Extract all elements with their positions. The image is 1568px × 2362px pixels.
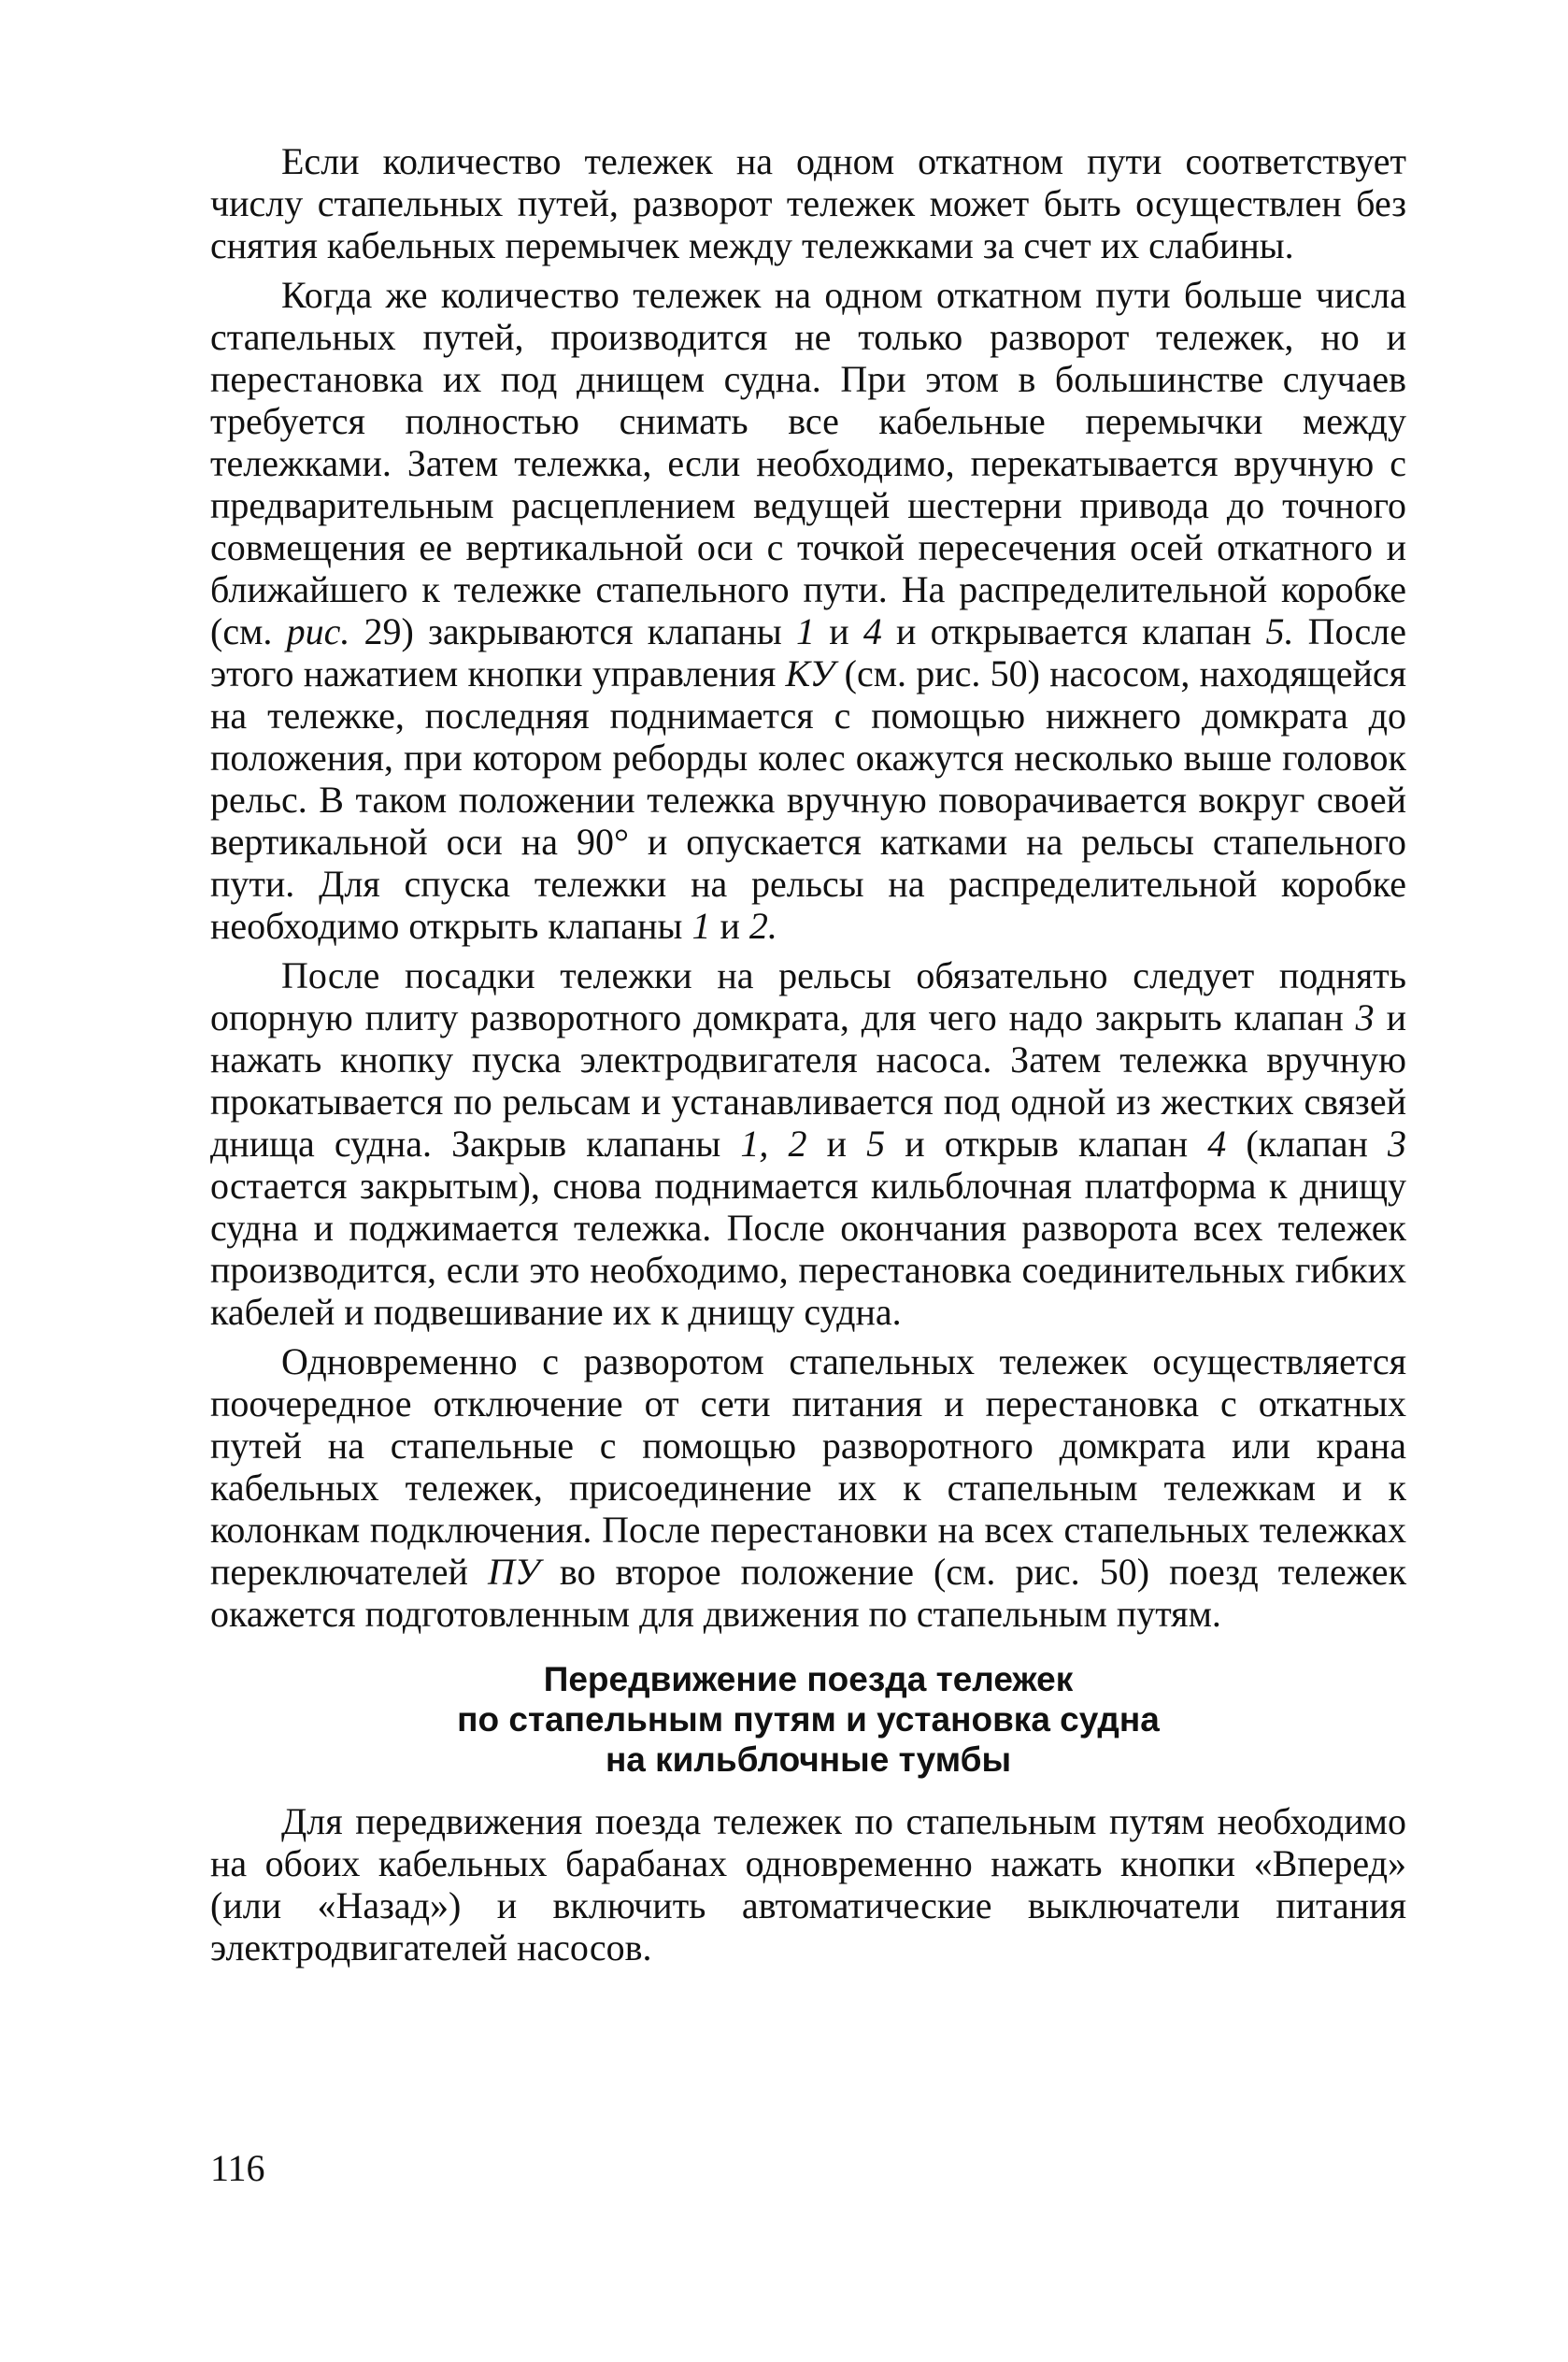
paragraph-text: После этого нажатием кнопки управления [210, 610, 1407, 694]
paragraph-text: Одновременно с разворотом стапельных тележек осуществляется поочередное отключение от сети питания и перестановка с откатных путей на стапельные с помощью разворотного домкрата или крана кабельных тележек, присоединение их к стапельным тележкам и к колонкам подключения. После перестановки на всех стапельных тележках переключателей [210, 1340, 1406, 1593]
page-number: 116 [210, 2147, 265, 2189]
paragraph-text: После посадки тележки на рельсы обязательно следует поднять опорную плиту разворотного домкрата, для чего надо закрыть клапан [210, 954, 1406, 1038]
valve-number: 1 [796, 610, 815, 652]
paragraph-3 [210, 954, 1406, 1333]
paragraph-text: и нажать кнопку пуска электродвигателя насоса. Затем тележка вручную прокатывается по рельсам и устанавливается под одной из жестких связей днища судна. Закрыв клапаны [210, 996, 1406, 1165]
paragraph-text: и [815, 610, 863, 652]
valve-number: 1 [691, 905, 711, 947]
paragraph-4 [210, 1340, 1406, 1635]
valve-number: 3 [1355, 996, 1375, 1038]
paragraph-text: и открывается клапан [881, 610, 1266, 652]
valve-number: 3 [1388, 1123, 1407, 1165]
paragraph-text: и открыв клапан [885, 1123, 1208, 1165]
paragraph-text: 29) закрываются клапаны [349, 610, 796, 652]
paragraph-1 [210, 140, 1406, 266]
paragraph-text: остается закрытым), снова поднимается кильблочная платформа к днищу судна и поджимается тележка. После окончания разворота всех тележек производится, если это необходимо, перестановка соединительных гибких кабелей и подвешивание их к днищу судна. [210, 1165, 1406, 1333]
valve-number: 4 [1207, 1123, 1227, 1165]
section-heading [210, 1659, 1406, 1780]
valve-number: 4 [862, 610, 882, 652]
paragraph-text: (см. рис. 50) насосом, находящейся на тележке, последняя поднимается с помощью нижнего домкрата до положения, при котором реборды колес окажутся несколько выше головок рельс. В таком положении тележка вручную поворачивается вокруг своей вертикальной оси на 90° и опускается катками на рельсы стапельного пути. Для спуска тележки на рельсы на распределительной коробке необходимо открыть клапаны [210, 652, 1407, 947]
paragraph-5 [210, 1800, 1406, 1968]
paragraph-2 [210, 274, 1406, 947]
paragraph-text: Для передвижения поезда тележек по стапельным путям необходимо на обоих кабельных барабанах одновременно нажать кнопки «Вперед» (или «Назад») и включить автоматические выключатели питания электродвигателей насосов. [210, 1800, 1406, 1968]
section-heading-line: по стапельным путям и установка судна [457, 1700, 1160, 1739]
switch-designation: ПУ [487, 1551, 540, 1593]
valve-number: 5 [866, 1123, 886, 1165]
figure-reference: рис. [286, 610, 350, 652]
valve-number: 2. [748, 905, 777, 947]
valve-number: 1, 2 [740, 1123, 807, 1165]
paragraph-text: Если количество тележек на одном откатном пути соответствует числу стапельных путей, разворот тележек может быть осуществлен без снятия кабельных перемычек между тележками за счет их слабины. [210, 140, 1406, 266]
section-heading-line: Передвижение поезда тележек [543, 1660, 1074, 1698]
control-button-designation: КУ [785, 652, 835, 694]
paragraph-text: (клапан [1226, 1123, 1389, 1165]
paragraph-text: и [806, 1123, 867, 1165]
paragraph-text: Когда же количество тележек на одном откатном пути больше числа стапельных путей, производится не только разворот тележек, но и перестановка их под днищем судна. При этом в большинстве случаев требуется полностью снимать все кабельные перемычки между тележками. Затем тележка, если необходимо, перекатывается вручную с предварительным расцеплением ведущей шестерни привода до точного совмещения ее вертикальной оси с точкой пересечения осей откатного и ближайшего к тележке стапельного пути. На распределительной коробке (см. [210, 274, 1406, 652]
paragraph-text: и [710, 905, 749, 947]
valve-number: 5. [1265, 610, 1294, 652]
page-body [210, 140, 1406, 1968]
section-heading-line: на кильблочные тумбы [605, 1740, 1012, 1779]
paragraph-text: во второе положение (см. рис. 50) поезд тележек окажется подготовленным для движения по стапельным путям. [210, 1551, 1406, 1635]
